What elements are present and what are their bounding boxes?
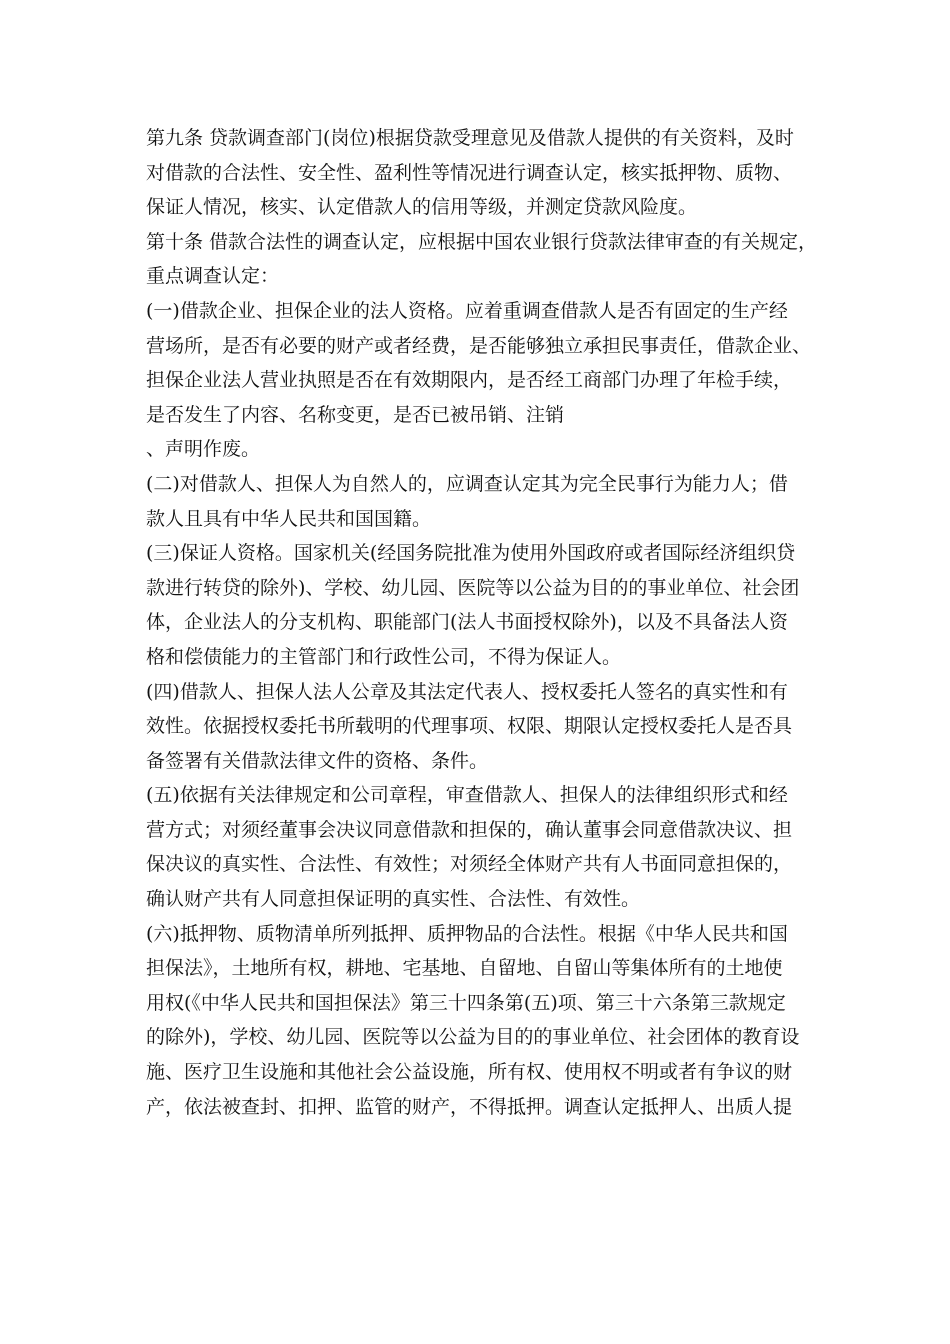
text-line: 体，企业法人的分支机构、职能部门(法人书面授权除外)，以及不具备法人资	[146, 611, 788, 634]
text-line: 对借款的合法性、安全性、盈利性等情况进行调查认定，核实抵押物、质物、	[146, 161, 793, 184]
text-line: 施、医疗卫生设施和其他社会公益设施，所有权、使用权不明或者有争议的财	[146, 1061, 793, 1084]
text-line: 效性。依据授权委托书所载明的代理事项、权限、期限认定授权委托人是否具	[146, 715, 793, 738]
text-line: 第十条 借款合法性的调查认定，应根据中国农业银行贷款法律审查的有关规定，	[146, 230, 818, 253]
text-line: 保决议的真实性、合法性、有效性；对须经全体财产共有人书面同意担保的，	[146, 853, 793, 876]
text-line: 担保企业法人营业执照是否在有效期限内，是否经工商部门办理了年检手续，	[146, 369, 793, 392]
text-line: 、声明作废。	[146, 438, 261, 461]
text-line: (六)抵押物、质物清单所列抵押、质押物品的合法性。根据《中华人民共和国	[146, 922, 788, 945]
text-line: 备签署有关借款法律文件的资格、条件。	[146, 749, 489, 772]
text-line: 格和偿债能力的主管部门和行政性公司，不得为保证人。	[146, 645, 622, 668]
text-line: 款进行转贷的除外)、学校、幼儿园、医院等以公益为目的的事业单位、社会团	[146, 576, 800, 599]
text-line: (一)借款企业、担保企业的法人资格。应着重调查借款人是否有固定的生产经	[146, 299, 788, 322]
text-line: 营场所，是否有必要的财产或者经费，是否能够独立承担民事责任，借款企业、	[146, 334, 812, 357]
text-line: 产，依法被查封、扣押、监管的财产，不得抵押。调查认定抵押人、出质人提	[146, 1095, 793, 1118]
text-line: (五)依据有关法律规定和公司章程，审查借款人、担保人的法律组织形式和经	[146, 784, 788, 807]
text-line: 第九条 贷款调查部门(岗位)根据贷款受理意见及借款人提供的有关资料，及时	[146, 127, 794, 149]
text-line: 用权(《中华人民共和国担保法》第三十四条第(五)项、第三十六条第三款规定	[146, 991, 786, 1014]
text-line: 的除外)，学校、幼儿园、医院等以公益为目的的事业单位、社会团体的教育设	[146, 1026, 800, 1049]
text-line: 保证人情况，核实、认定借款人的信用等级，并测定贷款风险度。	[146, 196, 698, 219]
text-line: 营方式；对须经董事会决议同意借款和担保的，确认董事会同意借款决议、担	[146, 818, 793, 841]
text-line: (三)保证人资格。国家机关(经国务院批准为使用外国政府或者国际经济组织贷	[146, 542, 796, 565]
text-line: 是否发生了内容、名称变更，是否已被吊销、注销	[146, 403, 565, 426]
text-line: 款人且具有中华人民共和国国籍。	[146, 507, 432, 530]
text-line: (四)借款人、担保人法人公章及其法定代表人、授权委托人签名的真实性和有	[146, 680, 788, 703]
text-line: 担保法》，土地所有权，耕地、宅基地、自留地、自留山等集体所有的土地使	[146, 957, 783, 980]
text-line: 重点调查认定：	[146, 265, 280, 288]
text-line: 确认财产共有人同意担保证明的真实性、合法性、有效性。	[146, 888, 641, 911]
text-line: (二)对借款人、担保人为自然人的，应调查认定其为完全民事行为能力人；借	[146, 472, 788, 495]
document-body	[146, 121, 830, 1124]
